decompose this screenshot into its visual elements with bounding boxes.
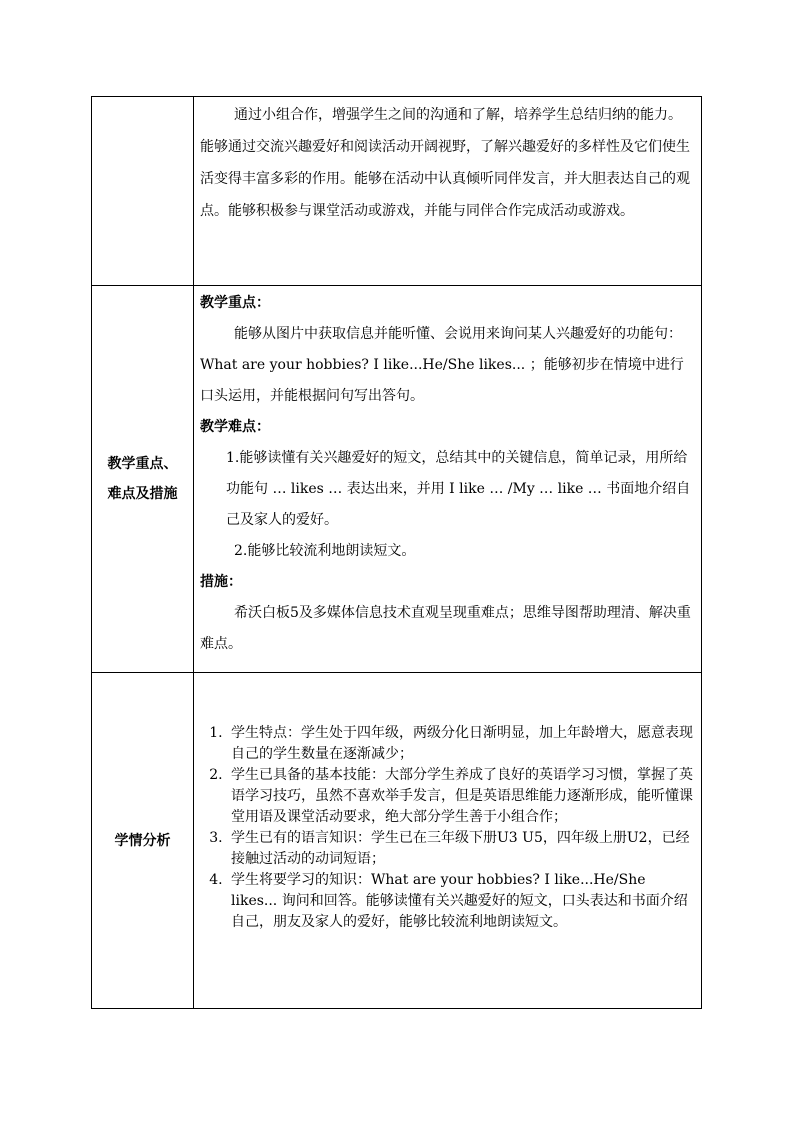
list-item: 3. 学生已有的语言知识：学生已在三年级下册U3 U5，四年级上册U2，已经接触过活动的动词短语； xyxy=(227,828,695,870)
analysis-list xyxy=(200,723,695,933)
lesson-plan-table xyxy=(91,96,702,1009)
table-row-analysis xyxy=(92,673,702,1009)
list-item: 2. 学生已具备的基本技能：大部分学生养成了良好的英语学习习惯，掌握了英语学习技巧，虽然不喜欢举手发言，但是英语思维能力逐渐形成，能听懂课堂用语及课堂活动要求，绝大部分学生善于小组合作； xyxy=(227,765,695,828)
list-item: 4. 学生将要学习的知识：What are your hobbies? I like...He/She likes... 询问和回答。能够读懂有关兴趣爱好的短文，口头表达和书面介绍自己，朋友及家人的爱好，能够比较流利地朗读短文。 xyxy=(227,870,695,933)
measures-text: 希沃白板5及多媒体信息技术直观呈现重难点；思维导图帮助理清、解决重难点。 xyxy=(200,605,691,652)
row-label-line2: 难点及措施 xyxy=(107,486,178,502)
row-content-analysis xyxy=(194,673,702,1009)
goals-paragraph: 通过小组合作，增强学生之间的沟通和了解，培养学生总结归纳的能力。能够通过交流兴趣爱好和阅读活动开阔视野，了解兴趣爱好的多样性及它们使生活变得丰富多彩的作用。能够在活动中认真倾听同伴发言，并大胆表达自己的观点。能够积极参与课堂活动或游戏，并能与同伴合作完成活动或游戏。 xyxy=(200,107,690,219)
difficult-point-2: 2.能够比较流利地朗读短文。 xyxy=(234,543,416,559)
row-content-key-points xyxy=(194,286,702,673)
list-item: 1. 学生特点：学生处于四年级，两级分化日渐明显，加上年龄增大，愿意表现自己的学生数量在逐渐减少； xyxy=(227,723,695,765)
row-label-analysis: 学情分析 xyxy=(92,673,194,1009)
difficult-point-1: 1.能够读懂有关兴趣爱好的短文，总结其中的关键信息，简单记录，用所给功能句 … likes … 表达出来，并用 I like … /My … like … 书面地介绍自己及家人的爱好。 xyxy=(226,450,691,528)
difficult-points-heading: 教学难点： xyxy=(200,419,270,435)
row-content-goals xyxy=(194,97,702,286)
row-label-line1: 教学重点、 xyxy=(107,456,178,472)
row-label-key-points xyxy=(92,286,194,673)
table-row-goals xyxy=(92,97,702,286)
key-points-text: 能够从图片中获取信息并能听懂、会说用来询问某人兴趣爱好的功能句：What are your hobbies? I like...He/She likes... ；能够初步在情境中进行口头运用，并能根据问句写出答句。 xyxy=(200,326,684,404)
measures-heading: 措施： xyxy=(200,574,242,590)
row-label-empty xyxy=(92,97,194,286)
table-row-key-points xyxy=(92,286,702,673)
key-points-heading: 教学重点： xyxy=(200,295,270,311)
